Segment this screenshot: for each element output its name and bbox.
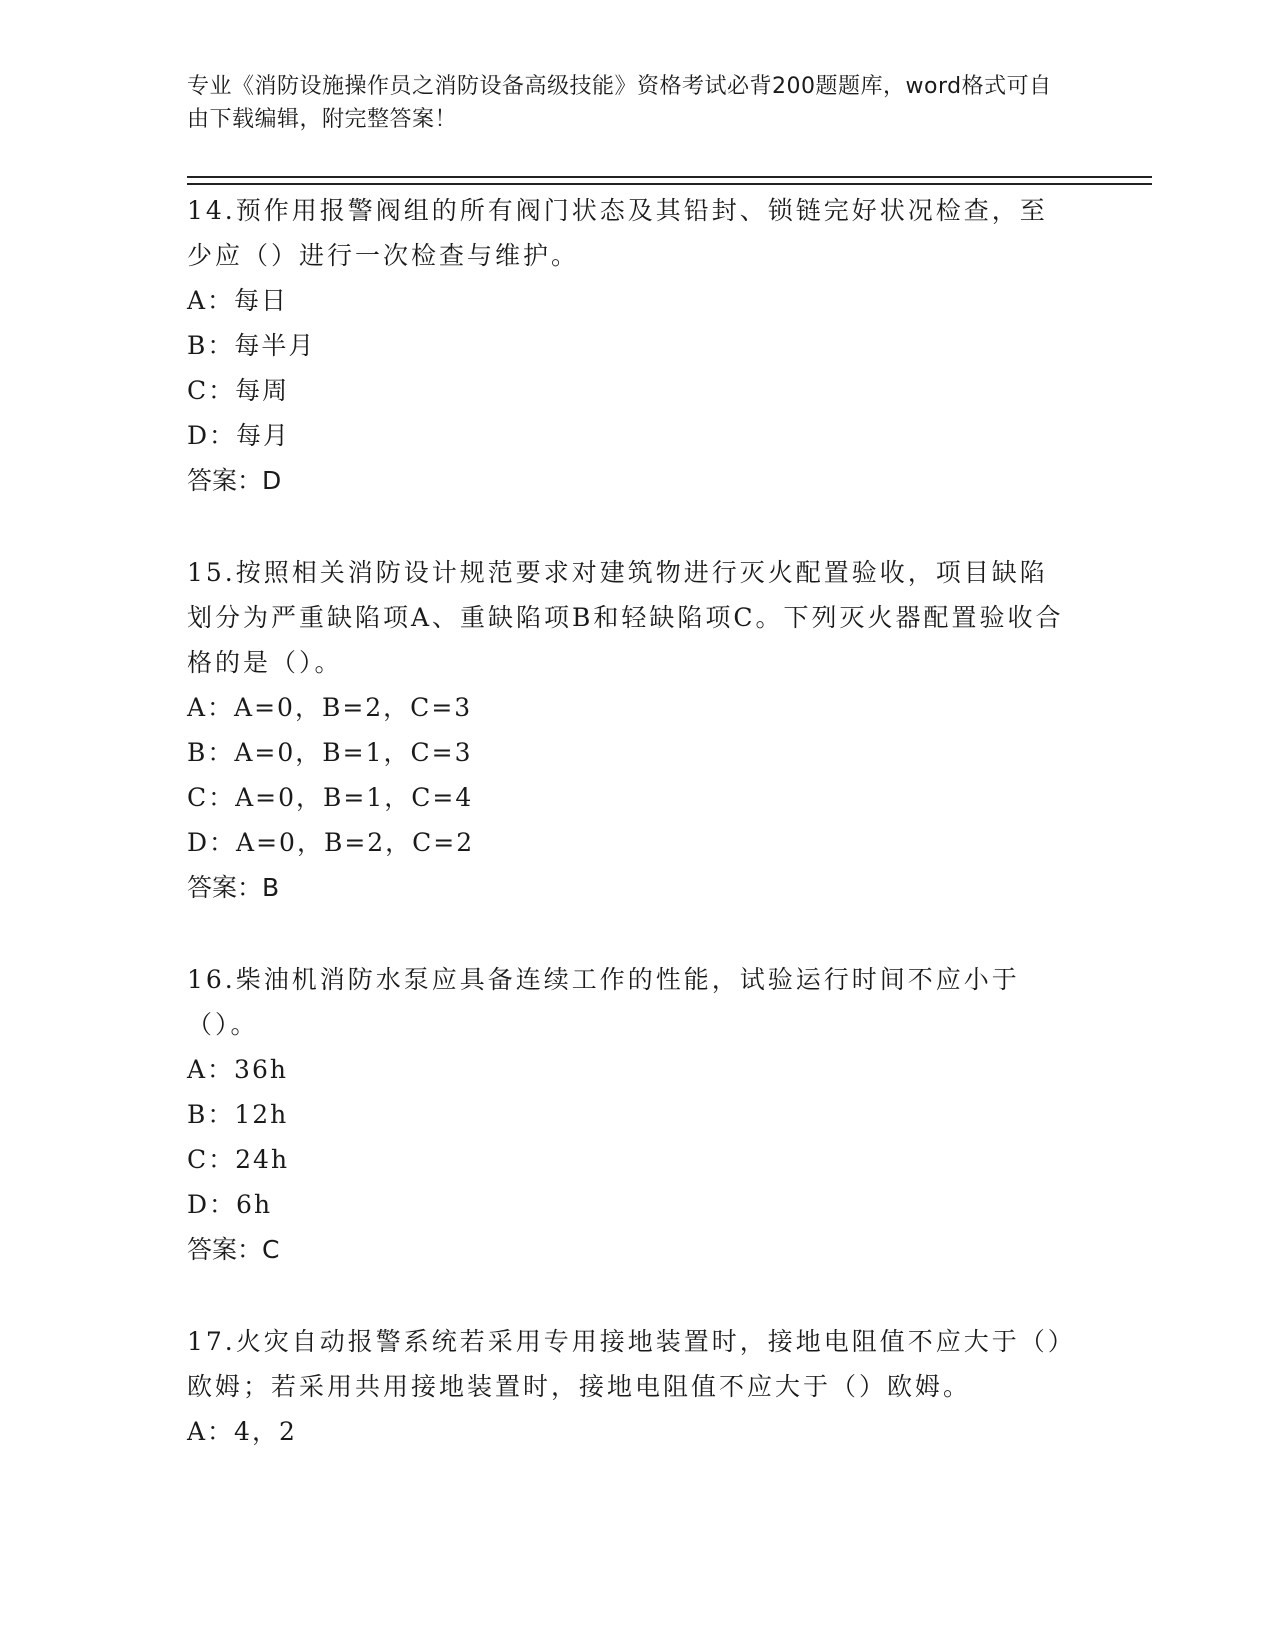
option-b: B：每半月 xyxy=(187,331,316,360)
header-divider-top xyxy=(187,176,1152,178)
question-stem: 14.预作用报警阀组的所有阀门状态及其铅封、锁链完好状况检查，至少应（）进行一次检查与维护。 xyxy=(187,196,1048,270)
question-stem: 16.柴油机消防水泵应具备连续工作的性能，试验运行时间不应小于（）。 xyxy=(187,965,1020,1039)
option-a: A：每日 xyxy=(187,286,289,315)
option-b: B：12h xyxy=(187,1100,289,1129)
option-c: C：每周 xyxy=(187,376,290,405)
option-c: C：A=0，B=1，C=4 xyxy=(187,783,474,812)
option-b: B：A=0，B=1，C=3 xyxy=(187,738,473,767)
question-list xyxy=(187,188,1067,1454)
option-d: D：A=0，B=2，C=2 xyxy=(187,828,475,857)
answer: 答案：C xyxy=(187,1235,280,1264)
question-15 xyxy=(187,550,1067,910)
answer: 答案：D xyxy=(187,466,282,495)
question-14 xyxy=(187,188,1067,503)
question-stem: 15.按照相关消防设计规范要求对建筑物进行灭火配置验收，项目缺陷划分为严重缺陷项A、重缺陷项B和轻缺陷项C。下列灭火器配置验收合格的是（）。 xyxy=(187,558,1064,677)
question-17 xyxy=(187,1319,1067,1454)
header-divider-bottom xyxy=(187,183,1152,185)
option-a: A：4，2 xyxy=(187,1417,297,1446)
option-a: A：A=0，B=2，C=3 xyxy=(187,693,473,722)
answer: 答案：B xyxy=(187,873,280,902)
option-d: D：每月 xyxy=(187,421,291,450)
option-d: D：6h xyxy=(187,1190,273,1219)
question-stem: 17.火灾自动报警系统若采用专用接地装置时，接地电阻值不应大于（）欧姆；若采用共用接地装置时，接地电阻值不应大于（）欧姆。 xyxy=(187,1327,1064,1401)
option-a: A：36h xyxy=(187,1055,288,1084)
document-header: 专业《消防设施操作员之消防设备高级技能》资格考试必背200题题库，word格式可自由下载编辑，附完整答案！ xyxy=(187,74,1052,132)
question-16 xyxy=(187,957,1067,1272)
option-c: C：24h xyxy=(187,1145,290,1174)
